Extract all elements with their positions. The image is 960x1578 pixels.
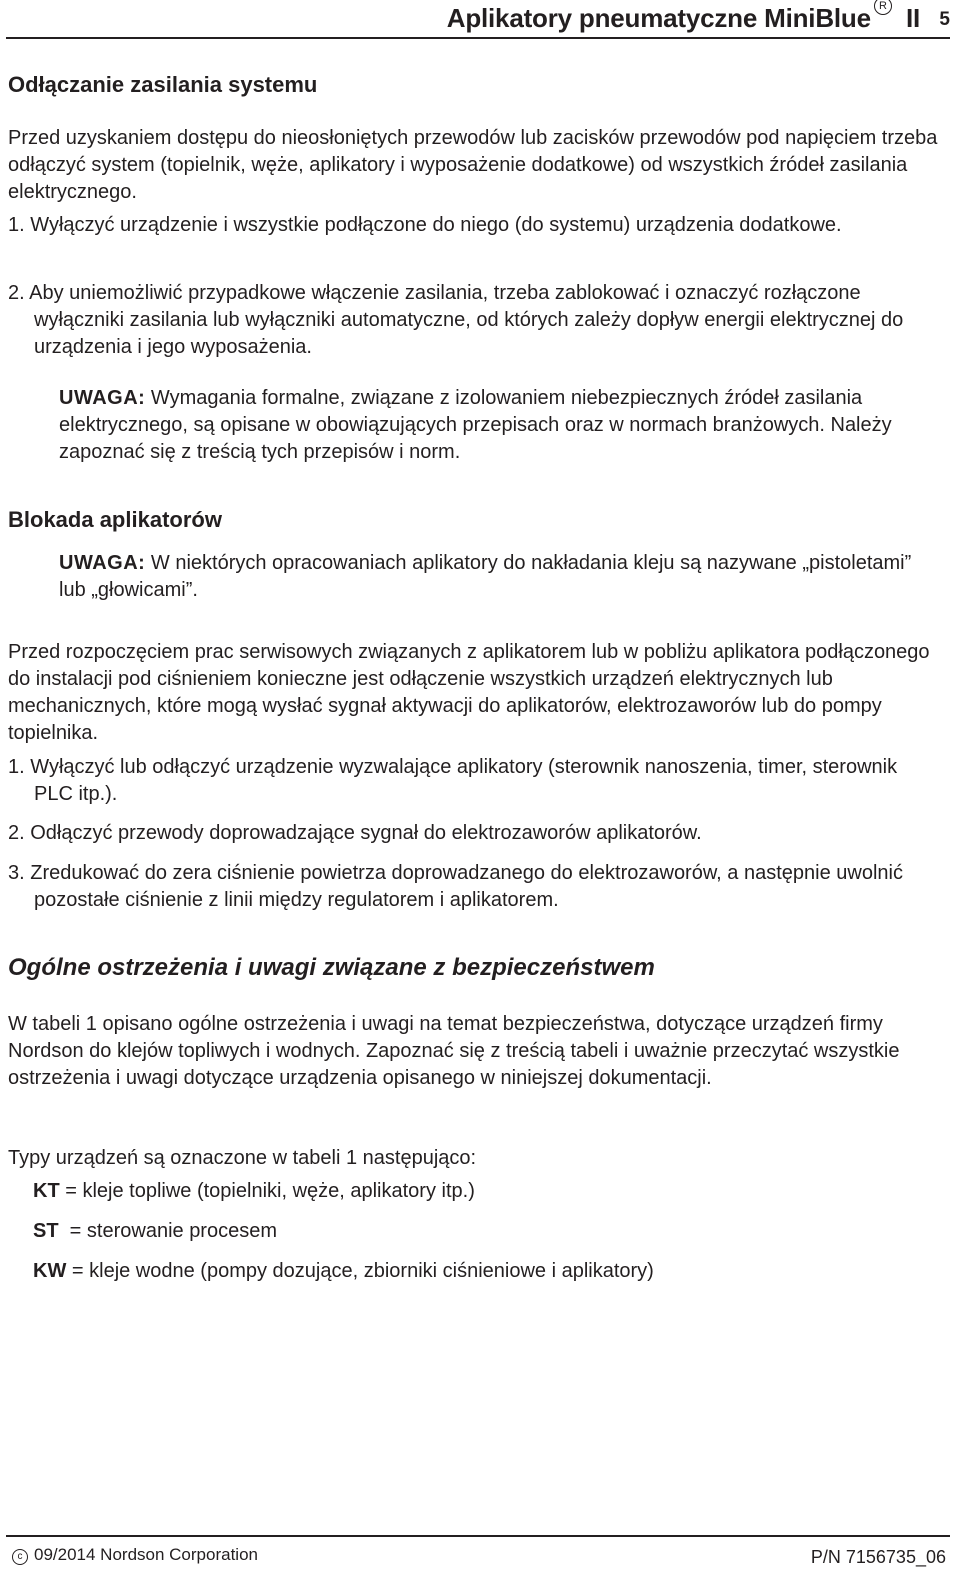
definition-code: KW: [33, 1260, 67, 1282]
footer-copyright: [12, 1545, 258, 1566]
header-title: [446, 0, 920, 34]
section1-step-1: 1. Wyłączyć urządzenie i wszystkie podłączone do niego (do systemu) urządzenia dodatkowe.: [8, 214, 842, 236]
definition-text: = kleje wodne (pompy dozujące, zbiorniki ciśnieniowe i aplikatory): [66, 1260, 654, 1282]
registered-mark: R: [874, 0, 892, 15]
definition-st: [33, 1218, 277, 1245]
note-label: UWAGA:: [59, 387, 146, 409]
section2-step-2: 2. Odłączyć przewody doprowadzające sygnał do elektrozaworów aplikatorów.: [8, 822, 702, 844]
definition-kt: [33, 1178, 475, 1205]
section1-step-2: 2. Aby uniemożliwić przypadkowe włączenie zasilania, trzeba zablokować i oznaczyć rozłączone wyłączniki zasilania lub wyłączniki automatyczne, od których zależy dopływ energii elektrycznej do urządzenia i jego wyposażenia.: [8, 282, 904, 358]
section1-note: [59, 385, 939, 466]
note-text: Wymagania formalne, związane z izolowaniem niebezpiecznych źródeł zasilania elektrycznego, są opisane w obowiązujących przepisach oraz w normach branżowych. Należy zapoznać się z treścią tych przepisów i norm.: [59, 387, 892, 463]
section1-intro: Przed uzyskaniem dostępu do nieosłoniętych przewodów lub zacisków przewodów pod napięciem trzeba odłączyć system (topielnik, węże, aplikatory i wyposażenie dodatkowe) od wszystkich źródeł zasilania elektrycznego.: [8, 127, 938, 203]
definition-text: = sterowanie procesem: [58, 1220, 277, 1242]
section2-note: [59, 550, 939, 604]
page-header: [6, 0, 950, 39]
section2-step-3: 3. Zredukować do zera ciśnienie powietrza doprowadzanego do elektrozaworów, a następnie uwolnić pozostałe ciśnienie z linii między regulatorem i aplikatorem.: [8, 862, 903, 911]
section3-intro: W tabeli 1 opisano ogólne ostrzeżenia i uwagi na temat bezpieczeństwa, dotyczące urządzeń firmy Nordson do klejów topliwych i wodnych. Zapoznać się z treścią tabeli i uważnie przeczytać wszystkie ostrzeżenia i uwagi dotyczące urządzenia opisanego w niniejszej dokumentacji.: [8, 1013, 900, 1089]
section-heading-safety: Ogólne ostrzeżenia i uwagi związane z bezpieczeństwem: [8, 954, 655, 981]
copyright-icon: c: [12, 1549, 28, 1565]
definition-code: KT: [33, 1180, 60, 1202]
definition-text: = kleje topliwe (topielniki, węże, aplikatory itp.): [59, 1180, 475, 1202]
footer-left-text: 09/2014 Nordson Corporation: [34, 1545, 258, 1564]
footer-rule: [6, 1535, 950, 1537]
section3-types-intro: Typy urządzeń są oznaczone w tabeli 1 następująco:: [8, 1147, 477, 1169]
note-text: W niektórych opracowaniach aplikatory do nakładania kleju są nazywane „pistoletami” lub „głowicami”.: [59, 552, 912, 601]
section2-step-1: 1. Wyłączyć lub odłączyć urządzenie wyzwalające aplikatory (sterownik nanoszenia, timer, sterownik PLC itp.).: [8, 756, 898, 805]
section-heading-applicator-lockout: Blokada aplikatorów: [8, 507, 222, 532]
definition-code: ST: [33, 1220, 59, 1242]
page-number: 5: [939, 9, 950, 30]
definition-kw: [33, 1258, 654, 1285]
footer-part-number: P/N 7156735_06: [810, 1547, 946, 1567]
section2-intro: Przed rozpoczęciem prac serwisowych związanych z aplikatorem lub w pobliżu aplikatora podłączonego do instalacji pod ciśnieniem konieczne jest odłączenie wszystkich urządzeń elektrycznych lub mechanicznych, które mogą wysłać sygnał aktywacji do aplikatorów, elektrozaworów lub do pompy topielnika.: [8, 641, 930, 744]
section-heading-power-off: Odłączanie zasilania systemu: [8, 72, 318, 97]
note-label: UWAGA:: [59, 552, 146, 574]
header-title-text: Aplikatory pneumatyczne MiniBlue: [446, 3, 871, 33]
header-suffix: II: [905, 3, 920, 33]
